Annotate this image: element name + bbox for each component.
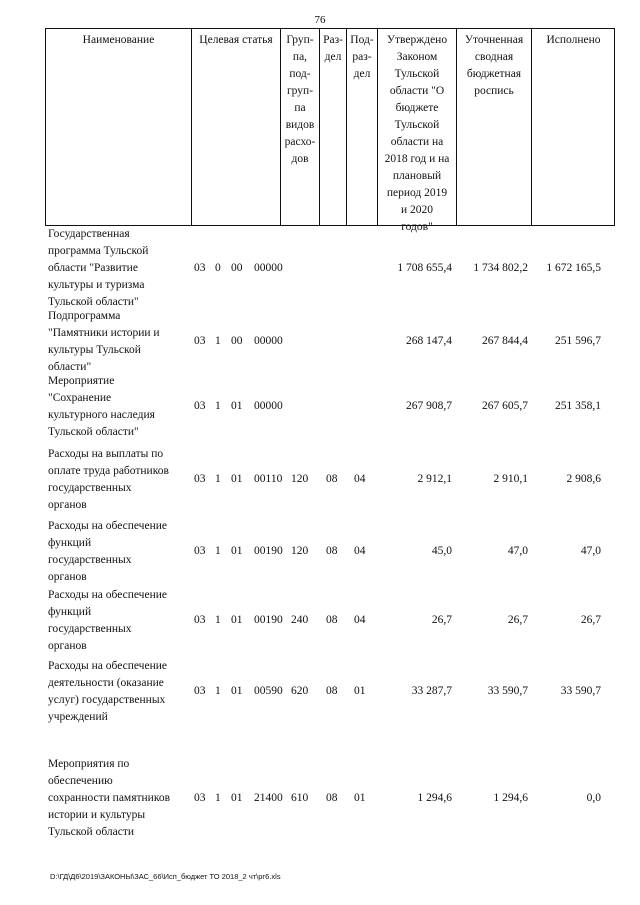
row-name-line: Расходы на выплаты по	[48, 448, 164, 460]
target-article-event: 01	[231, 545, 243, 557]
target-article-subprogram: 1	[215, 545, 221, 557]
approved-amount: 2 912,1	[417, 473, 452, 485]
row-name-line: органов	[48, 640, 87, 652]
header-line: сводная	[474, 51, 514, 63]
target-article-event: 01	[231, 614, 243, 626]
executed-amount: 0,0	[586, 792, 601, 804]
section-code: 08	[326, 614, 338, 626]
header-line: роспись	[474, 85, 514, 97]
refined-amount: 267 605,7	[482, 400, 528, 412]
row-name-line: культуры и туризма	[48, 279, 145, 291]
header-line: па,	[292, 51, 308, 63]
executed-amount: 251 358,1	[555, 400, 601, 412]
header-line: Наименование	[82, 34, 155, 46]
header-line: Тульской	[394, 68, 440, 80]
target-article-subprogram: 1	[215, 614, 221, 626]
row-name-line: области"	[48, 361, 92, 373]
target-article-subprogram: 0	[215, 262, 221, 274]
executed-amount: 251 596,7	[555, 335, 601, 347]
row-name-line: функций	[48, 606, 92, 618]
target-article-event: 00	[231, 335, 243, 347]
header-line: Раз-	[323, 34, 343, 46]
row-name-line: обеспечению	[48, 775, 113, 787]
header-executed	[532, 29, 615, 225]
section-code: 08	[326, 473, 338, 485]
header-line: Тульской	[394, 119, 440, 131]
target-article-direction: 00590	[254, 685, 283, 697]
header-line: видов	[285, 119, 315, 131]
header-line: па	[294, 102, 306, 114]
target-article-event: 01	[231, 792, 243, 804]
refined-amount: 26,7	[507, 614, 528, 626]
header-line: 2018 год и на	[384, 153, 450, 165]
header-line: бюджетная	[466, 68, 522, 80]
table-row	[0, 308, 640, 376]
row-name	[48, 373, 193, 441]
row-name-line: культуры Тульской	[48, 344, 141, 356]
target-article-subprogram: 1	[215, 400, 221, 412]
table-row	[0, 587, 640, 655]
table-header	[45, 28, 615, 233]
header-line: и 2020	[400, 204, 434, 216]
row-name-line: государственных	[48, 554, 132, 566]
header-line: бюджете	[395, 102, 439, 114]
subsection-code: 04	[354, 614, 366, 626]
expense-group: 120	[291, 545, 309, 557]
header-approved	[378, 29, 457, 233]
target-article-program: 03	[194, 473, 206, 485]
header-line: период 2019	[386, 187, 448, 199]
target-article-subprogram: 1	[215, 685, 221, 697]
target-article-program: 03	[194, 335, 206, 347]
target-article-event: 01	[231, 400, 243, 412]
target-article-subprogram: 1	[215, 792, 221, 804]
row-name-line: Тульской области	[48, 826, 135, 838]
header-line: Целевая статья	[199, 34, 273, 46]
row-name-line: органов	[48, 571, 87, 583]
row-name-line: Тульской области"	[48, 296, 139, 308]
expense-group: 610	[291, 792, 309, 804]
row-name-line: органов	[48, 499, 87, 511]
header-line: годов"	[401, 221, 433, 233]
row-name	[48, 756, 193, 841]
header-line: Законом	[396, 51, 438, 63]
approved-amount: 268 147,4	[406, 335, 452, 347]
section-code: 08	[326, 545, 338, 557]
header-refined	[457, 29, 532, 225]
approved-amount: 33 287,7	[411, 685, 452, 697]
row-name-line: Расходы на обеспечение	[48, 589, 167, 601]
row-name-line: учреждений	[48, 711, 108, 723]
row-name-line: услуг) государственных	[48, 694, 166, 706]
refined-amount: 2 910,1	[493, 473, 528, 485]
refined-amount: 33 590,7	[487, 685, 528, 697]
header-section	[320, 29, 347, 225]
target-article-event: 00	[231, 262, 243, 274]
target-article-direction: 00190	[254, 614, 283, 626]
approved-amount: 267 908,7	[406, 400, 452, 412]
row-name-line: Государственная	[48, 228, 130, 240]
row-name	[48, 658, 193, 726]
row-name-line: Расходы на обеспечение	[48, 520, 167, 532]
refined-amount: 267 844,4	[482, 335, 528, 347]
target-article-program: 03	[194, 400, 206, 412]
expense-group: 620	[291, 685, 309, 697]
target-article-direction: 21400	[254, 792, 283, 804]
target-article-subprogram: 1	[215, 473, 221, 485]
row-name-line: Мероприятия по	[48, 758, 130, 770]
header-line: Уточненная	[464, 34, 524, 46]
row-name-line: культурного наследия	[48, 409, 155, 421]
subsection-code: 04	[354, 473, 366, 485]
row-name-line: оплате труда работников	[48, 465, 169, 477]
target-article-direction: 00000	[254, 335, 283, 347]
expense-group: 240	[291, 614, 309, 626]
header-group	[281, 29, 320, 225]
subsection-code: 04	[354, 545, 366, 557]
row-name-line: Мероприятие	[48, 375, 115, 387]
executed-amount: 2 908,6	[566, 473, 601, 485]
header-line: дел	[353, 68, 371, 80]
table-row	[0, 518, 640, 586]
row-name-line: Тульской области"	[48, 426, 139, 438]
row-name-line: "Памятники истории и	[48, 327, 160, 339]
table-row	[0, 373, 640, 441]
header-line: груп-	[286, 85, 314, 97]
file-path-footer: D:\ГД\Д6\2019\ЗАКОНЫ\ЗАС_66\Исп_бюджет ТО 2018_2 чт\рг6.xls	[50, 872, 281, 881]
approved-amount: 45,0	[431, 545, 452, 557]
row-name	[48, 446, 193, 514]
header-line: Под-	[350, 34, 374, 46]
target-article-program: 03	[194, 545, 206, 557]
refined-amount: 1 294,6	[493, 792, 528, 804]
subsection-code: 01	[354, 685, 366, 697]
expense-group: 120	[291, 473, 309, 485]
row-name-line: деятельности (оказание	[48, 677, 164, 689]
row-name-line: области "Развитие	[48, 262, 138, 274]
row-name	[48, 226, 193, 311]
target-article-program: 03	[194, 262, 206, 274]
row-name-line: государственных	[48, 482, 132, 494]
executed-amount: 26,7	[580, 614, 601, 626]
approved-amount: 26,7	[431, 614, 452, 626]
header-line: под-	[289, 68, 311, 80]
row-name-line: истории и культуры	[48, 809, 146, 821]
subsection-code: 01	[354, 792, 366, 804]
header-name	[46, 29, 192, 225]
executed-amount: 1 672 165,5	[546, 262, 601, 274]
header-line: дов	[291, 153, 309, 165]
target-article-subprogram: 1	[215, 335, 221, 347]
header-line: Исполнено	[546, 34, 601, 46]
target-article-direction: 00000	[254, 400, 283, 412]
executed-amount: 47,0	[580, 545, 601, 557]
executed-amount: 33 590,7	[560, 685, 601, 697]
row-name-line: государственных	[48, 623, 132, 635]
header-subsection	[347, 29, 378, 225]
refined-amount: 47,0	[507, 545, 528, 557]
row-name-line: функций	[48, 537, 92, 549]
target-article-direction: 00000	[254, 262, 283, 274]
header-line: Груп-	[286, 34, 314, 46]
target-article-event: 01	[231, 685, 243, 697]
target-article-program: 03	[194, 614, 206, 626]
row-name	[48, 308, 193, 376]
approved-amount: 1 294,6	[417, 792, 452, 804]
target-article-direction: 00190	[254, 545, 283, 557]
row-name-line: Расходы на обеспечение	[48, 660, 167, 672]
row-name-line: сохранности памятников	[48, 792, 171, 804]
header-line: раз-	[352, 51, 372, 63]
header-line: дел	[324, 51, 342, 63]
section-code: 08	[326, 685, 338, 697]
table-row	[0, 658, 640, 726]
refined-amount: 1 734 802,2	[473, 262, 528, 274]
header-target-article	[192, 29, 281, 225]
target-article-event: 01	[231, 473, 243, 485]
row-name-line: Подпрограмма	[48, 310, 121, 322]
target-article-program: 03	[194, 685, 206, 697]
header-line: расхо-	[284, 136, 316, 148]
row-name-line: "Сохранение	[48, 392, 112, 404]
section-code: 08	[326, 792, 338, 804]
header-line: области "О	[389, 85, 445, 97]
approved-amount: 1 708 655,4	[397, 262, 452, 274]
target-article-direction: 00110	[254, 473, 283, 485]
row-name-line: программа Тульской	[48, 245, 149, 257]
header-line: области на	[390, 136, 444, 148]
header-line: плановый	[392, 170, 442, 182]
table-row	[0, 446, 640, 514]
header-line: Утверждено	[386, 34, 448, 46]
target-article-program: 03	[194, 792, 206, 804]
row-name	[48, 587, 193, 655]
table-row	[0, 756, 640, 841]
page-number: 76	[314, 14, 326, 26]
table-row	[0, 226, 640, 311]
row-name	[48, 518, 193, 586]
